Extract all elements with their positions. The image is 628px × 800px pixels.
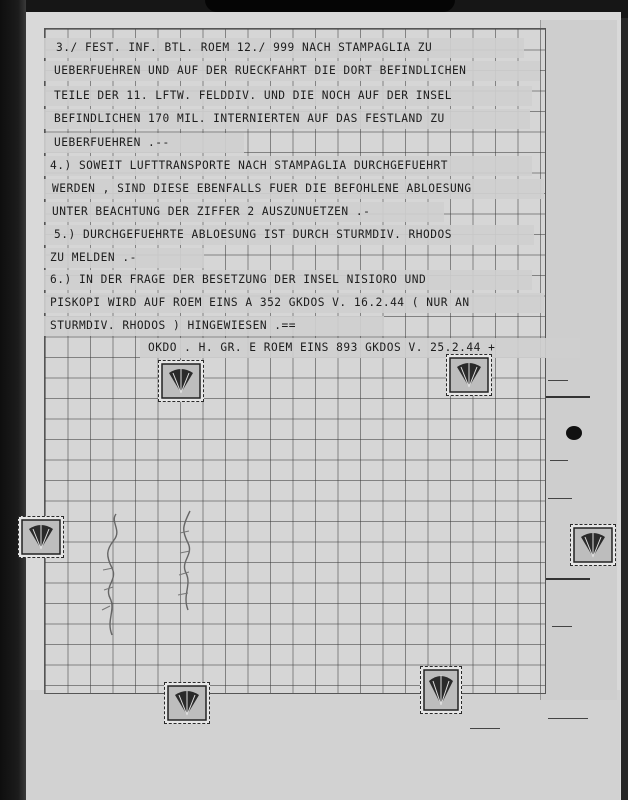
shell-emblem-icon (19, 517, 63, 557)
shell-emblem-icon (159, 361, 203, 401)
text-line-7: WERDEN , SIND DIESE EBENFALLS FUER DIE BEFOHLENE ABLOESUNG (52, 182, 472, 195)
stamp-right-edge (570, 524, 616, 566)
text-line-4: BEFINDLICHEN 170 MIL. INTERNIERTEN AUF DAS FESTLAND ZU (54, 112, 445, 125)
handwriting-scribble-right (170, 505, 206, 615)
text-line-5: UEBERFUEHREN .-- (54, 136, 170, 149)
margin-dash-mark (546, 578, 590, 580)
signature-line: OKDO . H. GR. E ROEM EINS 893 GKDOS V. 25.2.44 + (148, 341, 496, 354)
shell-emblem-icon (421, 667, 461, 713)
punch-hole (566, 426, 582, 440)
stamp-left-edge (18, 516, 64, 558)
text-line-9: 5.) DURCHGEFUEHRTE ABLOESUNG IST DURCH STURMDIV. RHODOS (54, 228, 452, 241)
paper-lower-margin (24, 690, 620, 800)
stamp-bottom-left (164, 682, 210, 724)
text-line-8: UNTER BEACHTUNG DER ZIFFER 2 AUSZUNUETZEN .- (52, 205, 371, 218)
margin-tick (548, 380, 568, 381)
paper-side-tab (540, 20, 617, 700)
margin-tick (548, 498, 572, 499)
stamp-top-left (158, 360, 204, 402)
margin-tick (552, 626, 572, 627)
left-shadow (0, 0, 26, 800)
shell-emblem-icon (571, 525, 615, 565)
margin-tick (550, 460, 568, 461)
text-line-3: TEILE DER 11. LFTW. FELDDIV. UND DIE NOCH AUF DER INSEL (54, 89, 452, 102)
text-line-13: STURMDIV. RHODOS ) HINGEWIESEN .== (50, 319, 297, 332)
shell-emblem-icon (447, 355, 491, 395)
shell-emblem-icon (165, 683, 209, 723)
stamp-bottom-center (420, 666, 462, 714)
bottom-tick (548, 718, 588, 719)
text-line-11: 6.) IN DER FRAGE DER BESETZUNG DER INSEL NISIORO UND (50, 273, 427, 286)
text-line-2: UEBERFUEHREN UND AUF DER RUECKFAHRT DIE DORT BEFINDLICHEN (54, 64, 467, 77)
text-line-10: ZU MELDEN .- (50, 251, 137, 264)
handwriting-scribble-left (92, 510, 132, 640)
stamp-top-right (446, 354, 492, 396)
text-line-6: 4.) SOWEIT LUFTTRANSPORTE NACH STAMPAGLIA DURCHGEFUEHRT (50, 159, 448, 172)
bottom-tick (470, 728, 500, 729)
binder-clip (205, 0, 455, 12)
text-line-12: PISKOPI WIRD AUF ROEM EINS A 352 GKDOS V. 16.2.44 ( NUR AN (50, 296, 470, 309)
text-line-1: 3./ FEST. INF. BTL. ROEM 12./ 999 NACH STAMPAGLIA ZU (56, 41, 433, 54)
margin-dash-mark (546, 396, 590, 398)
